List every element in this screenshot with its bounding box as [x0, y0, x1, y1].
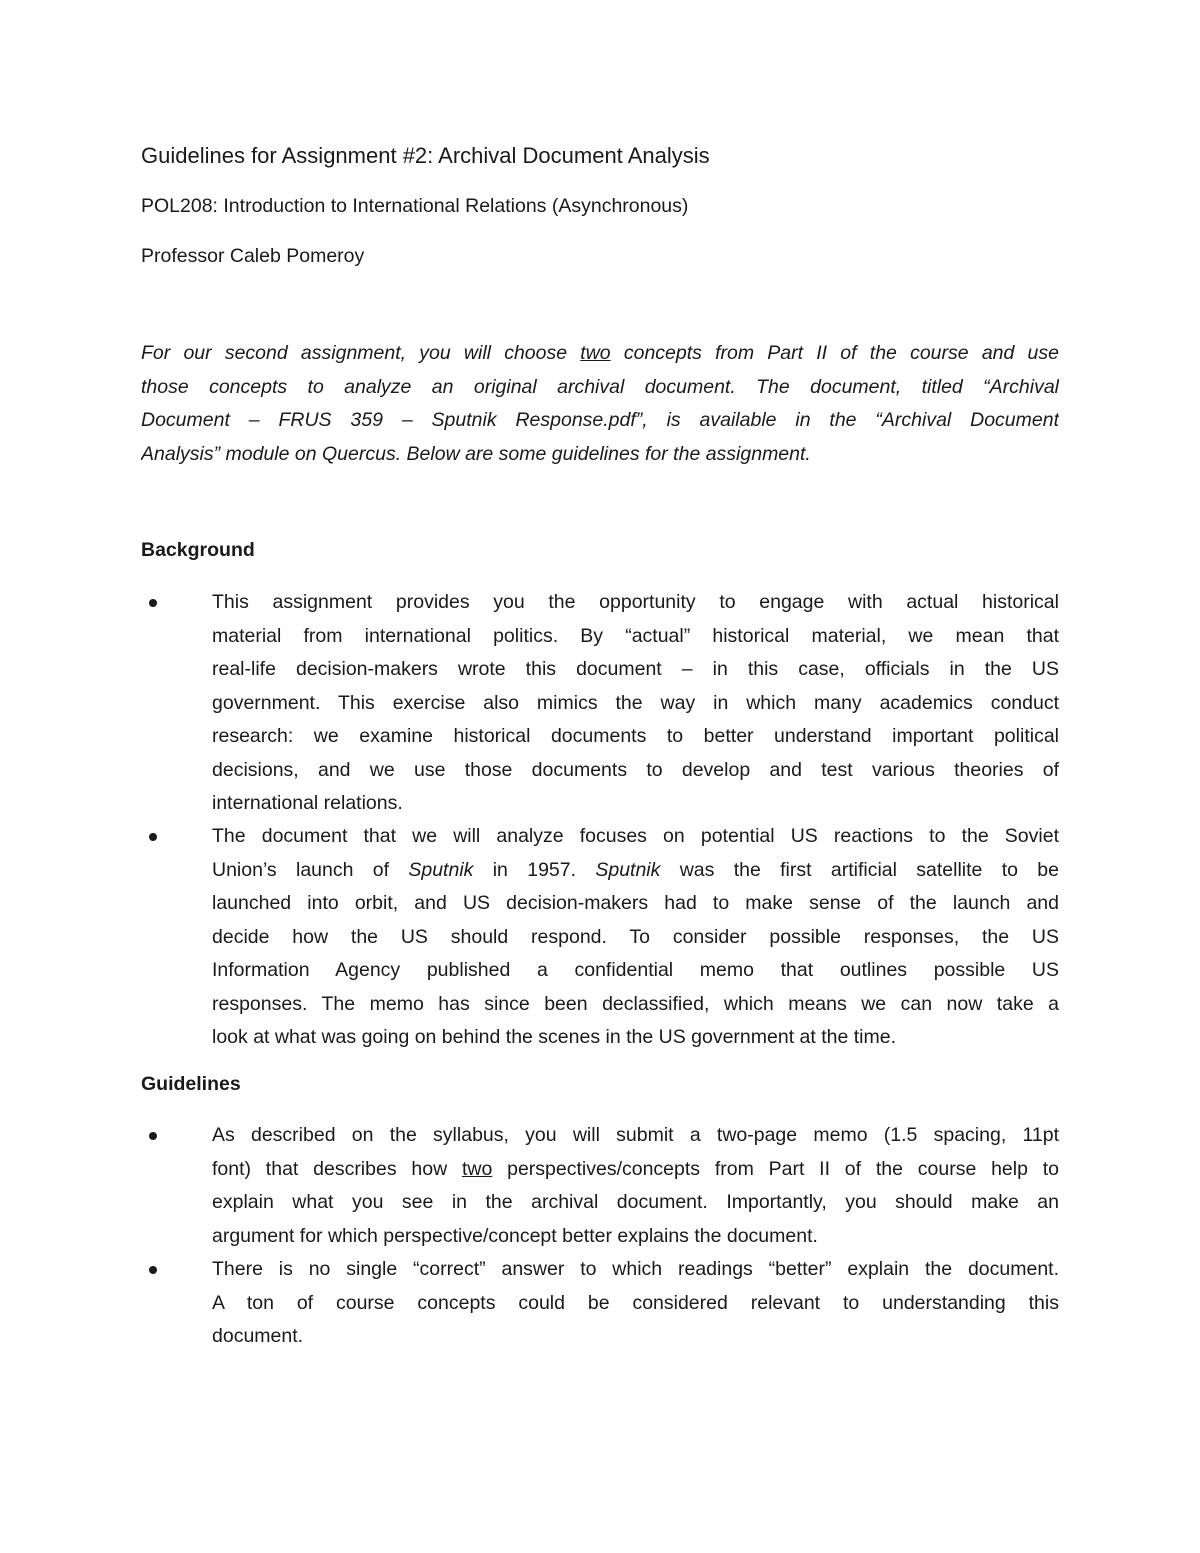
text-line: There is no single “correct” answer to which readings “better” explain the document.	[212, 1258, 1059, 1280]
background-bullet-1	[141, 586, 1059, 821]
bullet-text	[212, 1119, 1059, 1253]
bullet-text	[212, 586, 1059, 821]
bullet-icon	[149, 833, 157, 841]
background-bullet-2	[141, 820, 1059, 1055]
text-line: The document that we will analyze focuses on potential US reactions to the Soviet	[212, 825, 1059, 847]
text-segment: Union’s launch of	[212, 858, 409, 881]
text-line: research: we examine historical documents to better understand important political	[212, 725, 1059, 747]
text-line: document.	[212, 1325, 304, 1347]
text-line: look at what was going on behind the scenes in the US government at the time.	[212, 1026, 896, 1048]
text-line: A ton of course concepts could be considered relevant to understanding this	[212, 1291, 1059, 1314]
text-line	[212, 1153, 1059, 1187]
text-line: argument for which perspective/concept better explains the document.	[212, 1224, 818, 1247]
text-line: explain what you see in the archival document. Importantly, you should make an	[212, 1191, 1059, 1213]
text-segment: font) that describes how	[212, 1157, 462, 1180]
underlined-text: two	[461, 1157, 493, 1180]
guidelines-heading: Guidelines	[141, 1073, 241, 1095]
text-line	[212, 854, 1059, 888]
text-line: real-life decision-makers wrote this document – in this case, officials in the US	[212, 658, 1059, 680]
guidelines-bullet-2	[141, 1253, 1059, 1354]
bullet-icon	[149, 1266, 157, 1274]
italic-text: Sputnik	[408, 858, 474, 881]
text-line: government. This exercise also mimics the way in which many academics conduct	[212, 691, 1059, 714]
text-line: decide how the US should respond. To consider possible responses, the US	[212, 925, 1059, 948]
text-line: Information Agency published a confidential memo that outlines possible US	[212, 959, 1059, 981]
underlined-text: two	[580, 342, 611, 364]
text-line: Document – FRUS 359 – Sputnik Response.pdf”, is available in the “Archival Document	[141, 409, 1059, 431]
text-segment: in 1957.	[473, 858, 596, 881]
text-line: material from international politics. By “actual” historical material, we mean that	[212, 624, 1059, 647]
document-title: Guidelines for Assignment #2: Archival Document Analysis	[141, 143, 710, 168]
text-line: launched into orbit, and US decision-makers had to make sense of the launch and	[212, 892, 1059, 914]
bullet-text	[212, 1253, 1059, 1354]
text-segment: For our second assignment, you will choose	[141, 342, 581, 364]
bullet-icon	[149, 1132, 157, 1140]
text-line: responses. The memo has since been declassified, which means we can now take a	[212, 992, 1059, 1015]
bullet-text	[212, 820, 1059, 1055]
guidelines-bullet-1	[141, 1119, 1059, 1253]
text-line: As described on the syllabus, you will submit a two-page memo (1.5 spacing, 11pt	[212, 1124, 1059, 1146]
background-heading: Background	[141, 539, 255, 561]
text-segment: was the first artificial satellite to be	[660, 858, 1059, 881]
text-line: This assignment provides you the opportunity to engage with actual historical	[212, 591, 1059, 613]
bullet-icon	[149, 599, 157, 607]
text-line: Analysis” module on Quercus. Below are some guidelines for the assignment.	[141, 442, 811, 465]
intro-paragraph	[141, 337, 1059, 471]
text-segment: concepts from Part II of the course and use	[610, 342, 1059, 364]
professor-name: Professor Caleb Pomeroy	[141, 245, 365, 267]
text-segment: perspectives/concepts from Part II of the course help to	[492, 1157, 1059, 1180]
italic-text: Sputnik	[595, 858, 661, 881]
course-name: POL208: Introduction to International Relations (Asynchronous)	[141, 195, 689, 217]
text-line: those concepts to analyze an original archival document. The document, titled “Archival	[141, 375, 1059, 398]
text-line	[141, 337, 1059, 371]
text-line: international relations.	[212, 792, 403, 814]
text-line: decisions, and we use those documents to develop and test various theories of	[212, 758, 1059, 781]
